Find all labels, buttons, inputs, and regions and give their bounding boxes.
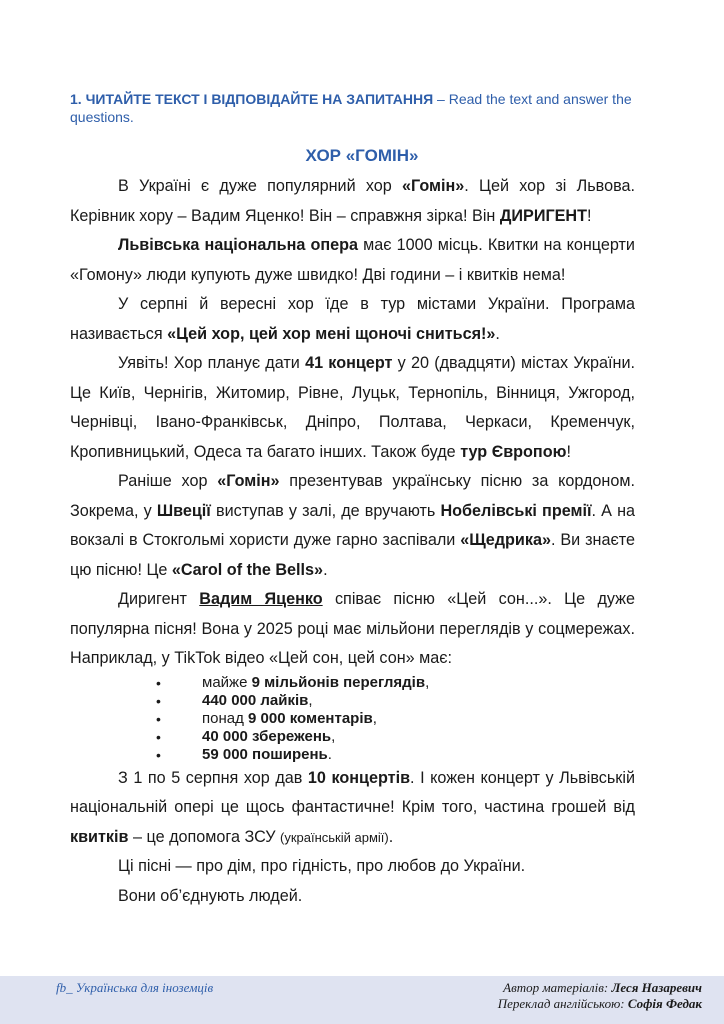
footer-facebook-group: fb_ Українська для іноземців [56, 980, 214, 995]
bold-text: 440 000 лайків [202, 691, 309, 709]
paragraph-7 [70, 764, 635, 853]
text: . І кожен концерт у Львівській національній опері це щось фантастичне! Крім того, частина грошей від [70, 768, 636, 816]
conductor-name: Вадим Яценко [199, 590, 323, 608]
article-title: ХОР «ГОМІН» [305, 146, 419, 165]
text: співає пісню «Цей сон...». Це дуже популярна пісня! Вона у 2025 році має мільйони переглядів у соцмережах. Наприклад, у TikTok відео «Цей сон, цей сон» має: [70, 590, 635, 667]
task-english: Read the text and answer the questions. [70, 91, 632, 125]
page-footer [0, 976, 724, 1024]
list-item [70, 674, 635, 692]
text: виступав у залі, де вручають [210, 501, 441, 520]
bold-text: «Цей хор, цей хор мені щоночі сниться!» [167, 324, 496, 343]
bold-text: 59 000 поширень [202, 745, 328, 763]
bold-text: Нобелівські премії [440, 501, 592, 520]
text: Автор матеріалів: [503, 980, 612, 995]
paragraph-9: Вони об’єднують людей. [118, 886, 303, 905]
bold-text: квитків [70, 827, 129, 846]
bold-text: «Carol of the Bells» [171, 560, 324, 579]
stats-list [70, 674, 635, 764]
list-item [70, 728, 635, 746]
paragraph-2 [70, 231, 635, 290]
text: Раніше хор [118, 472, 218, 490]
bold-text: «Гомін» [401, 177, 465, 195]
bold-text: 9 000 коментарів [248, 709, 373, 727]
text: . [495, 324, 500, 343]
paragraph-3 [70, 290, 635, 349]
text: має 1000 місць. Квитки на концерти «Гомону» люди купують дуже швидко! Дві години – і квитків нема! [70, 236, 635, 284]
article-body [70, 172, 635, 911]
bold-text: ДИРИГЕНТ [499, 206, 588, 225]
translator-name: Софія Федак [627, 996, 702, 1011]
footer-credits [498, 980, 702, 1012]
list-item [70, 710, 635, 728]
paragraph-6 [70, 585, 635, 674]
text: . Ви знаєте цю пісню! Це [70, 531, 635, 579]
author-credit [498, 980, 702, 996]
small-text: (українській армії) [280, 829, 389, 845]
bold-text: 10 концертів [307, 768, 411, 787]
paragraph-4 [70, 349, 635, 467]
text: , [372, 709, 377, 727]
text: З 1 по 5 серпня хор дав [118, 768, 308, 787]
translator-credit [498, 996, 702, 1012]
text: у 20 (двадцяти) містах України. Це Київ, Чернігів, Житомир, Рівне, Луцьк, Тернопіль, Вінниця, Ужгород, Чернівці, Івано-Франківськ, Дніпро, Полтава, Черкаси, Кременчук, Кропивницький, Одеса та багато інших. Також буде [70, 354, 635, 461]
task-heading: 1. ЧИТАЙТЕ ТЕКСТ І ВІДПОВІДАЙТЕ НА ЗАПИТАННЯ [70, 91, 434, 107]
text: ! [566, 442, 571, 461]
text: . А на вокзалі в Стокгольмі хористи дуже гарно заспівали [70, 501, 636, 549]
text: В Україні є дуже популярний хор [118, 177, 402, 195]
paragraph-8: Ці пісні — про дім, про гідність, про любов до України. [118, 857, 526, 875]
paragraph-5 [70, 467, 635, 585]
text: Переклад англійською: [497, 996, 628, 1011]
text: презентував українську пісню за кордоном. Зокрема, у [70, 472, 635, 520]
text: Уявіть! Хор планує дати [118, 354, 306, 372]
bold-text: 9 мільйонів переглядів [251, 673, 426, 691]
bold-text: Швеції [156, 501, 211, 520]
text: майже [202, 673, 252, 691]
task-dash: – [433, 91, 449, 107]
author-name: Леся Назаревич [611, 980, 702, 995]
text: . Цей хор зі Львова. Керівник хору – Вадим Яценко! Він – справжня зірка! Він [70, 177, 635, 225]
text: , [308, 691, 313, 709]
text: ! [587, 206, 592, 225]
text: У серпні й вересні хор їде в тур містами України. Програма називається [70, 295, 635, 343]
bold-text: 40 000 збережень [202, 727, 332, 745]
text: , [331, 727, 336, 745]
bold-text: 41 концерт [305, 354, 393, 372]
text: , [425, 673, 430, 691]
list-item [70, 746, 635, 764]
text: понад [202, 709, 249, 727]
bold-text: «Щедрика» [460, 531, 551, 549]
list-item [70, 692, 635, 710]
task-instruction [70, 90, 650, 126]
text: Диригент [118, 590, 200, 608]
text: . [388, 827, 394, 846]
bold-text: «Гомін» [217, 472, 280, 490]
bold-text: тур Європою [460, 442, 567, 461]
text: – це допомога ЗСУ [128, 827, 280, 846]
paragraph-1 [70, 172, 635, 231]
text: . [323, 560, 328, 579]
text: . [327, 745, 332, 763]
bold-text: Львівська національна опера [118, 236, 359, 254]
